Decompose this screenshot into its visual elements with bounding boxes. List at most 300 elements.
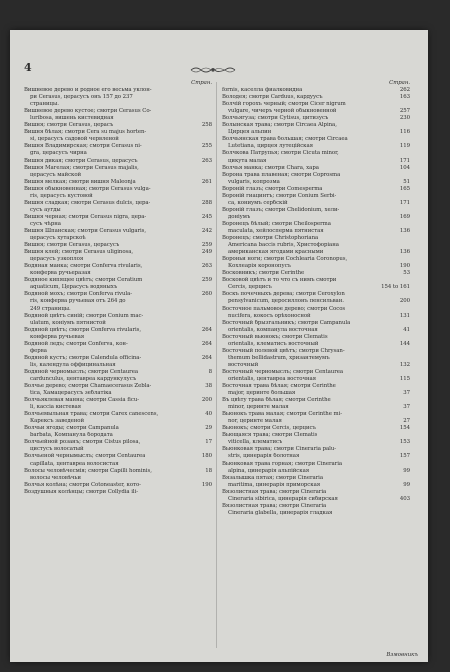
entry-page-ref: 263 [201, 157, 212, 164]
entry-text: major, церинте большая [228, 390, 296, 397]
index-entry-line [24, 411, 212, 418]
entry-text: Восковой цвѣтъ и то что съ нимъ смотри [222, 277, 337, 284]
index-entry-line [222, 475, 410, 482]
book-page [10, 30, 428, 662]
index-entry-line [222, 489, 410, 496]
entry-text: Водяной ледъ; смотри Conferva, кон- [24, 340, 128, 347]
entry-text: Вишня клей; смотри Cerasus uliginosa, [24, 249, 134, 256]
entry-page-ref: 8 [208, 368, 212, 375]
entry-text: capillata, центавреа волосистая [30, 460, 119, 467]
entry-text: Cercis, церцисъ [228, 284, 272, 291]
entry-text: tica, Хамацерасусъ зеблатiка [30, 390, 112, 397]
entry-text: сусъ аугды [30, 206, 61, 213]
entry-page-ref [408, 277, 410, 284]
entry-page-ref [210, 446, 212, 453]
entry-page-ref: 190 [399, 263, 410, 270]
index-entry-line [222, 355, 410, 362]
entry-text: Водяное кипящее цвѣтъ; смотри Ceratium [24, 277, 143, 284]
entry-text: nor, церинте малая [228, 418, 282, 425]
index-entry-line [222, 411, 410, 418]
entry-page-ref [210, 306, 212, 313]
index-entry-line [24, 327, 212, 334]
index-entry-line [222, 186, 410, 193]
entry-text: ри Cerasus, церасусъ онъ 157 до 237 [30, 94, 133, 101]
entry-text: ulatum, конiумъ пятнистой [30, 319, 106, 326]
entry-text: Воздушныя колѣнцы; смотри Collydia ili- [24, 488, 139, 495]
entry-page-ref [210, 404, 212, 411]
entry-page-ref: 136 [399, 249, 410, 256]
entry-page-ref [408, 383, 410, 390]
entry-text: Вороньи ноги; смотри Cochlearia Coronopus, [222, 256, 348, 263]
entry-page-ref: 169 [399, 213, 410, 220]
index-entry-line [222, 143, 410, 150]
entry-text: церасусъ майской [30, 171, 82, 178]
index-entry-line [24, 263, 212, 270]
entry-page-ref [210, 108, 212, 115]
entry-page-ref [210, 489, 212, 496]
index-entry-line [222, 108, 410, 115]
index-entry-line [222, 179, 410, 186]
entry-page-ref: 136 [399, 227, 410, 234]
entry-page-ref: 171 [399, 199, 410, 206]
index-entry-line [222, 150, 410, 157]
entry-text: Cineraria glabella, цинерарiя гладкая [228, 509, 333, 516]
index-entry-line [24, 158, 212, 165]
ornament-divider [190, 66, 236, 74]
entry-text: цистусъ волосатый [30, 446, 84, 453]
entry-page-ref: 403 [399, 495, 410, 502]
entry-page-ref: 260 [201, 291, 212, 298]
entry-text: stris, цинерарiя болотная [228, 453, 300, 460]
right-column [222, 80, 410, 517]
entry-text: конферва ручьеразая [30, 270, 91, 277]
entry-page-ref: 132 [399, 361, 410, 368]
index-entry-line [222, 496, 410, 503]
entry-text: Кохлеарiя коронопусъ [228, 263, 291, 270]
entry-text: Вишня Магелая; смотри Cerasus majalis, [24, 164, 139, 171]
entry-page-ref: 230 [399, 115, 410, 122]
entry-text: viticella, клематисъ [228, 439, 283, 446]
index-entry-line [222, 503, 410, 510]
index-entry-line [24, 179, 212, 186]
index-entry-line [24, 291, 212, 298]
entry-page-ref [408, 369, 410, 376]
index-entry-line [222, 432, 410, 439]
index-entry-line [222, 425, 410, 432]
entry-page-ref [210, 115, 212, 122]
index-entry-line [24, 122, 212, 129]
entry-text: Восточный вьюнокъ; смотри Clematis [222, 333, 328, 340]
index-entry-line [24, 334, 212, 341]
index-entry-line [24, 249, 212, 256]
index-entry-line [222, 221, 410, 228]
index-entry-line [222, 235, 410, 242]
entry-page-ref: 29 [205, 425, 212, 432]
entry-page-ref [408, 411, 410, 418]
index-entry-line [24, 390, 212, 397]
entry-text: Восточный черномыслъ; смотри Centaurea [222, 368, 344, 375]
entry-page-ref: 17 [205, 439, 212, 446]
entry-page-ref [408, 348, 410, 355]
entry-text: Вишня; смотри Cerasus, церасъ [24, 122, 114, 129]
index-entry-line [24, 341, 212, 348]
entry-text: gra, церасусъ чирна [30, 150, 87, 157]
entry-page-ref [210, 390, 212, 397]
entry-text: minor, церинте малая [228, 404, 289, 411]
index-entry-line [222, 165, 410, 172]
entry-text: Вишневое дерево кустое; смотри Cerasus Co- [24, 108, 152, 115]
index-entry-line [222, 249, 410, 256]
index-entry-line [24, 165, 212, 172]
entry-page-ref [408, 291, 410, 298]
entry-page-ref [408, 306, 410, 313]
entry-text: американская ягодами красными [228, 249, 324, 256]
entry-page-ref [210, 334, 212, 341]
entry-page-ref: 37 [403, 404, 410, 411]
index-entry-line [24, 172, 212, 179]
entry-text: донiумъ [228, 213, 251, 220]
index-entry-line [24, 115, 212, 122]
entry-page-ref [210, 432, 212, 439]
index-entry-line [222, 214, 410, 221]
entry-text: fornis, каселла фиалковидна [222, 87, 303, 94]
entry-page-ref: 190 [201, 481, 212, 488]
index-entry-line [222, 468, 410, 475]
index-entry-line [24, 432, 212, 439]
entry-text: сусъ чѣрна [30, 220, 61, 227]
index-entry-line [222, 94, 410, 101]
entry-page-ref [210, 207, 212, 214]
entry-page-ref [408, 101, 410, 108]
entry-text: Вишня бѣлая; смотри Cera su majus horten- [24, 129, 147, 136]
left-column [24, 80, 212, 496]
entry-page-ref: 257 [399, 108, 410, 115]
index-entry-line [24, 475, 212, 482]
entry-page-ref: 153 [399, 439, 410, 446]
index-entry-line [222, 101, 410, 108]
entry-text: themum bellidastrum, хризантемумъ [228, 354, 330, 361]
entry-page-ref: 38 [205, 383, 212, 390]
entry-page-ref: 249 [201, 249, 212, 256]
entry-page-ref [408, 446, 410, 453]
index-entry-line [222, 482, 410, 489]
entry-text: Волчья манка; смотри Chara, хара [222, 164, 319, 171]
entry-text: Вьюнокъ трава малая; смотри Cerinthe mi- [222, 411, 343, 418]
index-entry-line [222, 397, 410, 404]
index-entry-line [24, 446, 212, 453]
index-entry-line [24, 256, 212, 263]
entry-text: Вишня; смотри Cerasus, церасусъ [24, 242, 120, 249]
entry-page-ref: 144 [399, 340, 410, 347]
index-entry-line [24, 108, 212, 115]
entry-text: Волчій горохъ черный; смотри Cicer nigrum [222, 101, 346, 108]
entry-text: alpina, цинерарiя альпiйская [228, 467, 310, 474]
index-entry-line [24, 397, 212, 404]
index-entry-line [222, 158, 410, 165]
entry-page-ref [408, 136, 410, 143]
entry-text: Вязолистная трава; смотри Cineraria [222, 488, 327, 495]
entry-page-ref [408, 207, 410, 214]
entry-page-ref: 259 [201, 242, 212, 249]
entry-page-ref [408, 489, 410, 496]
column-divider [216, 82, 217, 648]
index-entry-line [24, 418, 212, 425]
entry-text: maritima, цинерарiя приморская [228, 481, 321, 488]
index-entry-line [222, 313, 410, 320]
index-entry-line [222, 348, 410, 355]
entry-text: Вьюнковая трава горная; смотри Cineraria [222, 460, 343, 467]
index-entry-line [222, 510, 410, 517]
index-entry-line [24, 193, 212, 200]
entry-page-ref [408, 235, 410, 242]
entry-text: Водяной мохъ; смотри Conferva rivula- [24, 291, 133, 298]
entry-page-ref: 157 [399, 453, 410, 460]
entry-text: Восточный полевой цвѣтъ; смотри Chrysan- [222, 347, 345, 354]
entry-page-ref: 288 [201, 199, 212, 206]
entry-text: Цирцея альпин [228, 129, 272, 136]
entry-page-ref: 261 [201, 178, 212, 185]
entry-page-ref: 255 [201, 143, 212, 150]
index-entry-line [24, 242, 212, 249]
index-entry-line [222, 446, 410, 453]
entry-text: Вишня черная; смотри Cerasus nigra, цера- [24, 213, 147, 220]
entry-page-ref [408, 503, 410, 510]
entry-text: Волчьейной розанъ; смотри Cistus pilosa, [24, 439, 141, 446]
page-number: 4 [24, 61, 32, 74]
entry-text: Въ цвѣту трава бѣлая; смотри Cerinthe [222, 397, 331, 404]
entry-text: Волчье дерево; смотри Chamaecerasus Zebla- [24, 383, 152, 390]
index-entry-line [222, 376, 410, 383]
entry-page-ref [210, 418, 212, 425]
entry-page-ref: 264 [201, 354, 212, 361]
entry-text: страницы. [30, 101, 59, 108]
index-entry-line [24, 101, 212, 108]
entry-text: Карексъ заведеной [30, 418, 85, 425]
index-entry-line [222, 334, 410, 341]
entry-page-ref [408, 193, 410, 200]
entry-text: церасусъ узкоплоя [30, 256, 84, 263]
index-entry-line [222, 263, 410, 270]
entry-page-ref [210, 87, 212, 94]
index-entry-line [24, 348, 212, 355]
index-entry-line [222, 256, 410, 263]
entry-text: Волчьягуза; смотри Cytisus, цитизусъ [222, 115, 329, 122]
index-entry-line [222, 270, 410, 277]
index-entry-line [222, 207, 410, 214]
index-entry-line [222, 390, 410, 397]
entry-page-ref: 171 [399, 157, 410, 164]
index-entry-line [24, 150, 212, 157]
entry-text: Воскъ почечныхъ дерева; смотри Ceroxylon [222, 291, 345, 298]
index-entry-line [24, 228, 212, 235]
entry-page-ref [210, 320, 212, 327]
entry-page-ref [210, 193, 212, 200]
entry-page-ref [408, 397, 410, 404]
catchword: Взмовникъ [386, 652, 418, 658]
entry-text: Lutetiana, цирцея лутецiйская [228, 143, 314, 150]
index-entry-line [222, 327, 410, 334]
index-entry-line [24, 186, 212, 193]
index-entry-line [24, 362, 212, 369]
entry-text: Вишня дикая; смотри Cerasus, церасусъ [24, 157, 138, 164]
entry-page-ref [408, 256, 410, 263]
entry-text: pensylvanicum, церосиллонъ пенсильван. [228, 298, 344, 305]
entry-page-ref: 154 to 161 [381, 284, 410, 291]
entry-page-ref [210, 136, 212, 143]
index-entry-line [222, 383, 410, 390]
entry-page-ref: 116 [399, 129, 410, 136]
index-entry-line [24, 376, 212, 383]
entry-page-ref: 258 [201, 122, 212, 129]
entry-page-ref [210, 165, 212, 172]
entry-text: церасусъ хутарскоѣ [30, 235, 86, 242]
entry-text: Americana baccis rubris, Христофорiана [228, 242, 339, 249]
entry-page-ref: 40 [205, 411, 212, 418]
index-entry-line [24, 136, 212, 143]
index-entry-line [24, 200, 212, 207]
entry-text: vulgaris, копрозма [228, 178, 280, 185]
entry-page-ref [210, 172, 212, 179]
entry-page-ref: 163 [399, 94, 410, 101]
entry-text: Восточное пальмовое дерево; смотри Cocos [222, 305, 346, 312]
entry-text: Вязолистная трава; смотри Cineraria [222, 502, 327, 509]
entry-page-ref [408, 510, 410, 517]
index-entry-line [24, 425, 212, 432]
entry-page-ref: 263 [201, 263, 212, 270]
entry-text: Вязалышка пятая; смотри Cineraria [222, 474, 324, 481]
entry-text: orientalis, компанула восточная [228, 326, 318, 333]
entry-page-ref: 200 [201, 397, 212, 404]
entry-text: Володея; смотри Carduus, кардуусъ [222, 94, 323, 101]
index-entry-line [222, 87, 410, 94]
entry-text: Вьющаяся трава; смотри Clematis [222, 432, 318, 439]
left-column-header: Стран. [191, 80, 212, 86]
index-entry-line [222, 298, 410, 305]
entry-text: Водяной цвѣтъ синій; смотри Conium mac- [24, 312, 144, 319]
index-entry-line [222, 369, 410, 376]
index-entry-line [222, 453, 410, 460]
entry-page-ref [210, 461, 212, 468]
entry-text: cardunculus, центавреа кардункулусъ [30, 375, 137, 382]
entry-text: Воронецъ; смотри Christophoriana [222, 235, 319, 242]
entry-text: волосы человѣчьи [30, 474, 81, 481]
entry-page-ref: 115 [399, 375, 410, 382]
entry-page-ref [210, 475, 212, 482]
index-entry-line [24, 94, 212, 101]
index-entry-line [222, 306, 410, 313]
entry-page-ref [210, 94, 212, 101]
entry-text: Вишня обыкновенная; смотри Cerasus vulga- [24, 185, 151, 192]
index-entry-line [222, 122, 410, 129]
entry-page-ref [408, 432, 410, 439]
entry-text: 249 страницы. [30, 305, 71, 312]
index-entry-line [222, 461, 410, 468]
entry-page-ref [210, 235, 212, 242]
entry-text: Волчья колѣна; смотри Cotoneaster, кото- [24, 481, 141, 488]
index-entry-line [222, 341, 410, 348]
index-entry-line [222, 362, 410, 369]
entry-text: aquaticum, Церасусъ водяныхъ [30, 284, 118, 291]
entry-page-ref [210, 150, 212, 157]
entry-text: восточный [228, 361, 259, 368]
entry-text: Вишневое дерево и родное его весьма уклон- [24, 87, 152, 94]
index-entry-line [24, 383, 212, 390]
entry-text: Вьюнокъ; смотри Cercis, церцисъ [222, 425, 316, 432]
entry-page-ref: 180 [201, 453, 212, 460]
entry-text: orientalis, центавреа восточная [228, 375, 317, 382]
entry-text: Ворона трава плавеная; смотри Coprosma [222, 171, 341, 178]
index-entry-line [24, 143, 212, 150]
entry-page-ref: 264 [201, 326, 212, 333]
index-entry-line [24, 298, 212, 305]
entry-page-ref: 131 [399, 312, 410, 319]
entry-page-ref: 104 [399, 164, 410, 171]
entry-page-ref [408, 221, 410, 228]
index-entry-line [24, 369, 212, 376]
entry-text: Вишня Владимирская; смотри Cerasus ni- [24, 143, 142, 150]
entry-page-ref: 242 [201, 227, 212, 234]
entry-page-ref: 245 [201, 213, 212, 220]
entry-text: Водяной черномыслъ; смотри Centaurea [24, 368, 139, 375]
entry-page-ref: 37 [403, 390, 410, 397]
entry-text: Волчьемыльная трава; смотри Carex canescens, [24, 411, 159, 418]
entry-page-ref: 18 [205, 467, 212, 474]
entry-text: Волчьеной чернымыслъ; смотри Centaurea [24, 453, 146, 460]
entry-page-ref [210, 376, 212, 383]
entry-text: Воронецъ бѣлый; смотри Cheilosperma [222, 220, 331, 227]
entry-page-ref [408, 334, 410, 341]
entry-text: Восковникъ; смотри Cerinthe [222, 270, 305, 277]
index-entry-line [24, 482, 212, 489]
index-entry-line [222, 284, 410, 291]
index-entry-line [24, 453, 212, 460]
index-entry-line [24, 313, 212, 320]
entry-page-ref: 200 [399, 298, 410, 305]
index-entry-line [222, 200, 410, 207]
entry-text: Вороній глазъ; смотри Chelidonium, хели- [222, 206, 340, 213]
index-entry-line [24, 306, 212, 313]
entry-text: Вишня мелкая; смотри вишня Maleonja [24, 178, 136, 185]
entry-text: Восточная трава бѣлая; смотри Cerinthe [222, 383, 336, 390]
entry-text: Водяной цвѣтъ; смотри Conferva rivularis, [24, 326, 142, 333]
index-entry-line [222, 418, 410, 425]
entry-text: luribosa, вишень кистевидная [30, 115, 114, 122]
index-entry-line [222, 193, 410, 200]
index-entry-line [24, 320, 212, 327]
entry-text: Волчкова Патрупья; смотри Cicuta minor, [222, 150, 339, 157]
index-entry-line [24, 277, 212, 284]
entry-text: цикута малая [228, 157, 267, 164]
entry-text: Вьюнковая трава; смотри Cineraria palu- [222, 446, 337, 453]
index-entry-line [222, 172, 410, 179]
index-entry-line [222, 404, 410, 411]
index-entry-line [24, 461, 212, 468]
entry-text: Волчьянская трава большая; смотри Circaea [222, 136, 348, 143]
index-entry-line [222, 136, 410, 143]
index-entry-line [222, 129, 410, 136]
index-entry-line [24, 284, 212, 291]
entry-page-ref [408, 150, 410, 157]
entry-page-ref: 41 [403, 326, 410, 333]
entry-text: Вишня сладкая; смотри Cerasus dulcis, цера- [24, 199, 151, 206]
entry-text: Водяная манка; смотри Conferva rivularis, [24, 263, 143, 270]
index-entry-line [24, 489, 212, 496]
index-entry-line [24, 214, 212, 221]
entry-text: Вишня Шпанская; смотри Cerasus vulgaris, [24, 227, 147, 234]
entry-page-ref [210, 270, 212, 277]
entry-text: Вороній гиацинтъ; смотри Conium Serbi- [222, 192, 337, 199]
index-entry-line [222, 115, 410, 122]
